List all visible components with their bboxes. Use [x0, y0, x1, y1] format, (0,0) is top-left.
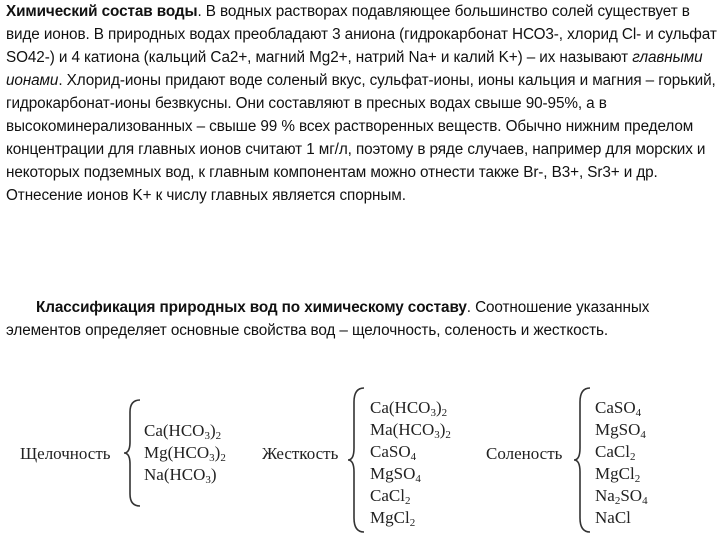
paragraph-chemical-composition [6, 0, 718, 207]
main-ions-emphasis: главными ионами [6, 49, 703, 89]
formula-item: MgSO$_4$ [370, 464, 421, 485]
brace-hardness [346, 386, 368, 534]
formula-item: $Ca(HCO_3)_2$ [370, 398, 448, 419]
formula-item: CaSO$_4$ [370, 442, 417, 463]
formula-item: $Na_2SO_4$ [595, 486, 648, 507]
formula-item: $Ma(HCO_3)_2$ [370, 420, 451, 441]
label-hardness: Жесткость [262, 444, 339, 463]
label-salinity: Соленость [486, 444, 563, 463]
formula-item: CaCl$_2$ [370, 486, 411, 507]
paragraph1-text-b: . Хлорид-ионы придают воде соленый вкус, сульфат-ионы, ионы кальция и магния – горький, гидрокарбонат-ионы безвкусны. Они составляют в пресных водах свыше 90-95%, а в высокоминерализованных – свыше 99 % всех растворенных веществ. Обычно нижним пределом концентрации для главных ионов считают 1 мг/л, поэтому в ряде случаев, например для морских и некоторых подземных вод, к главным компонентам можно отнести также Br-, B3+, Sr3+ и др. Отнесение ионов K+ к числу главных является спорным. [6, 72, 716, 204]
paragraph1-text-a: . В водных растворах подавляющее большинство солей существует в виде ионов. В природных водах преобладают 3 аниона (гидрокарбонат НСО3-, хлорид Cl- и сульфат SO42-) и 4 катиона (кальций Са2+, магний Mg2+, натрий Na+ и калий K+) – их называют [6, 3, 717, 66]
formula-list-alkalinity [144, 420, 226, 486]
formula-item: MgCl$_2$ [595, 464, 641, 485]
formula-item: NaCl [595, 508, 631, 527]
formula-item: $Na(HCO_3)$ [144, 465, 217, 486]
paragraph2-text: . Соотношение указанных элементов определяет основные свойства вод – щелочность, соленость и жесткость. [6, 299, 650, 339]
formula-item: MgCl$_2$ [370, 508, 416, 529]
formula-item: MgSO$_4$ [595, 420, 646, 441]
formula-item: CaCl$_2$ [595, 442, 636, 463]
brace-salinity [572, 386, 594, 534]
formula-item: $Mg(HCO_3)_2$ [144, 443, 226, 464]
formula-item: CaSO$_4$ [595, 398, 642, 419]
brace-alkalinity [122, 398, 144, 508]
paragraph-classification [6, 296, 718, 342]
heading-chemical-composition: Химический состав воды [6, 3, 198, 20]
heading-classification: Классификация природных вод по химическому составу [36, 299, 467, 316]
formula-list-salinity [595, 397, 648, 529]
formula-list-hardness [370, 397, 451, 529]
label-alkalinity: Щелочность [20, 444, 111, 463]
formula-item: $Ca(HCO_3)_2$ [144, 421, 222, 442]
